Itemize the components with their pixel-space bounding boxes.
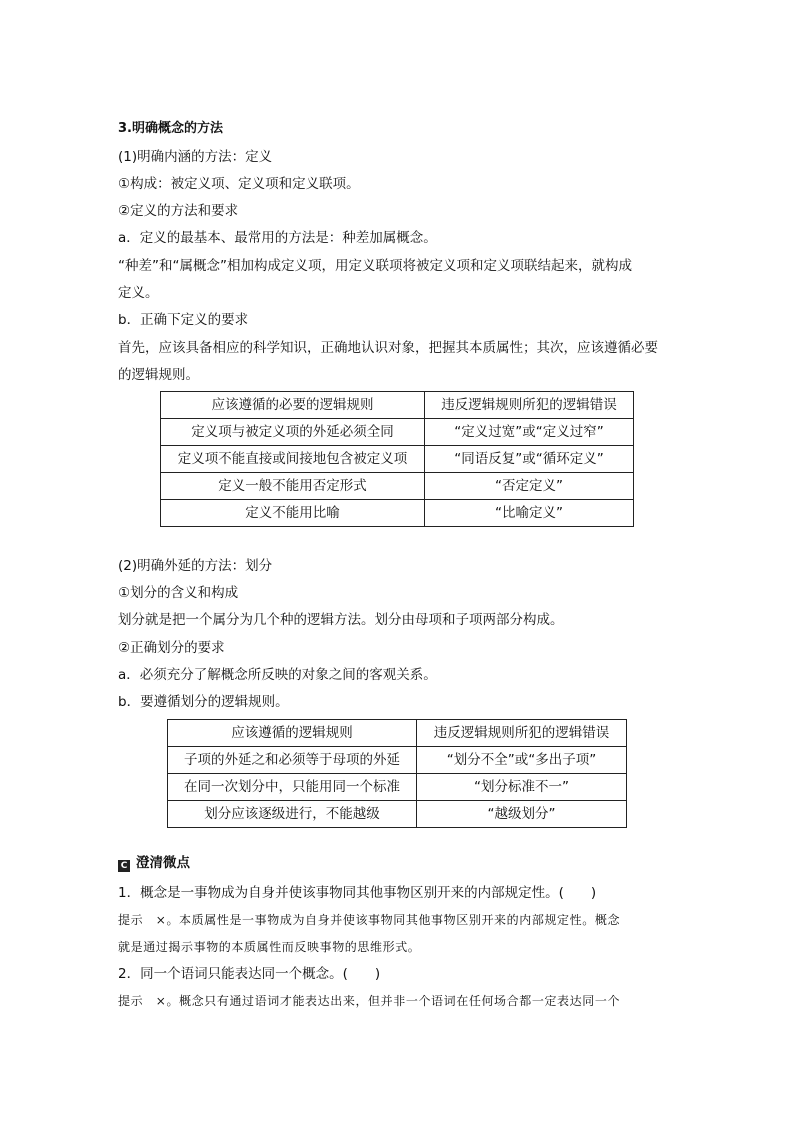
clarify-title: 澄清微点 <box>136 855 190 871</box>
table-cell: 在同一次划分中，只能用同一个标准 <box>168 774 417 801</box>
hint-1-line-2: 就是通过揭示事物的本质属性而反映事物的思维形式。 <box>118 940 421 954</box>
intension-heading: (1)明确内涵的方法：定义 <box>118 149 273 165</box>
intension-paragraph2-line-2: 的逻辑规则。 <box>118 367 199 383</box>
definition-rules-table <box>160 391 634 527</box>
table-row <box>161 419 634 446</box>
table-header-row <box>161 392 634 419</box>
table-row <box>168 747 627 774</box>
table-cell: “越级划分” <box>417 801 627 828</box>
extension-a: a．必须充分了解概念所反映的对象之间的客观关系。 <box>118 667 437 683</box>
table-row <box>168 801 627 828</box>
hint-1-line-1: 提示 ×。本质属性是一事物成为自身并使该事物同其他事物区别开来的内部规定性。概念 <box>118 913 621 927</box>
intension-item-2: ②定义的方法和要求 <box>118 203 239 219</box>
intension-a: a．定义的最基本、最常用的方法是：种差加属概念。 <box>118 230 437 246</box>
table-cell: “划分不全”或“多出子项” <box>417 747 627 774</box>
table-cell: “划分标准不一” <box>417 774 627 801</box>
section-title: 3.明确概念的方法 <box>118 121 223 136</box>
intension-paragraph-line-1: “种差”和“属概念”相加构成定义项，用定义联项将被定义项和定义项联结起来，就构成 <box>118 258 632 274</box>
table-cell: “定义过宽”或“定义过窄” <box>425 419 634 446</box>
extension-paragraph: 划分就是把一个属分为几个种的逻辑方法。划分由母项和子项两部分构成。 <box>118 612 564 628</box>
intension-paragraph2-line-1: 首先，应该具备相应的科学知识，正确地认识对象，把握其本质属性；其次，应该遵循必要 <box>118 340 658 356</box>
table-cell: 定义不能用比喻 <box>161 500 425 527</box>
table-header: 应该遵循的必要的逻辑规则 <box>161 392 425 419</box>
table-row <box>168 774 627 801</box>
table-row <box>161 500 634 527</box>
table-cell: 定义一般不能用否定形式 <box>161 473 425 500</box>
division-rules-table <box>167 719 627 828</box>
table-row <box>161 473 634 500</box>
intension-item-1: ①构成：被定义项、定义项和定义联项。 <box>118 176 360 192</box>
extension-heading: (2)明确外延的方法：划分 <box>118 558 273 574</box>
intension-paragraph-line-2: 定义。 <box>118 285 159 301</box>
question-2: 2．同一个语词只能表达同一个概念。( ) <box>118 966 381 982</box>
extension-item-1: ①划分的含义和构成 <box>118 585 239 601</box>
table-cell: “否定定义” <box>425 473 634 500</box>
table-cell: 子项的外延之和必须等于母项的外延 <box>168 747 417 774</box>
extension-item-2: ②正确划分的要求 <box>118 640 225 656</box>
intension-b: b．正确下定义的要求 <box>118 312 249 328</box>
hint-2-line-1: 提示 ×。概念只有通过语词才能表达出来，但并非一个语词在任何场合都一定表达同一个 <box>118 994 621 1008</box>
question-1: 1．概念是一事物成为自身并使该事物同其他事物区别开来的内部规定性。( ) <box>118 885 597 901</box>
table-header: 应该遵循的逻辑规则 <box>168 720 417 747</box>
table-cell: “比喻定义” <box>425 500 634 527</box>
table-cell: 定义项不能直接或间接地包含被定义项 <box>161 446 425 473</box>
table-row <box>161 446 634 473</box>
table-header: 违反逻辑规则所犯的逻辑错误 <box>425 392 634 419</box>
table-cell: 定义项与被定义项的外延必须全同 <box>161 419 425 446</box>
clarify-badge-icon: C <box>118 860 130 872</box>
extension-b: b．要遵循划分的逻辑规则。 <box>118 694 289 710</box>
table-header-row <box>168 720 627 747</box>
clarify-heading <box>118 853 190 873</box>
table-cell: 划分应该逐级进行，不能越级 <box>168 801 417 828</box>
table-header: 违反逻辑规则所犯的逻辑错误 <box>417 720 627 747</box>
table-cell: “同语反复”或“循环定义” <box>425 446 634 473</box>
